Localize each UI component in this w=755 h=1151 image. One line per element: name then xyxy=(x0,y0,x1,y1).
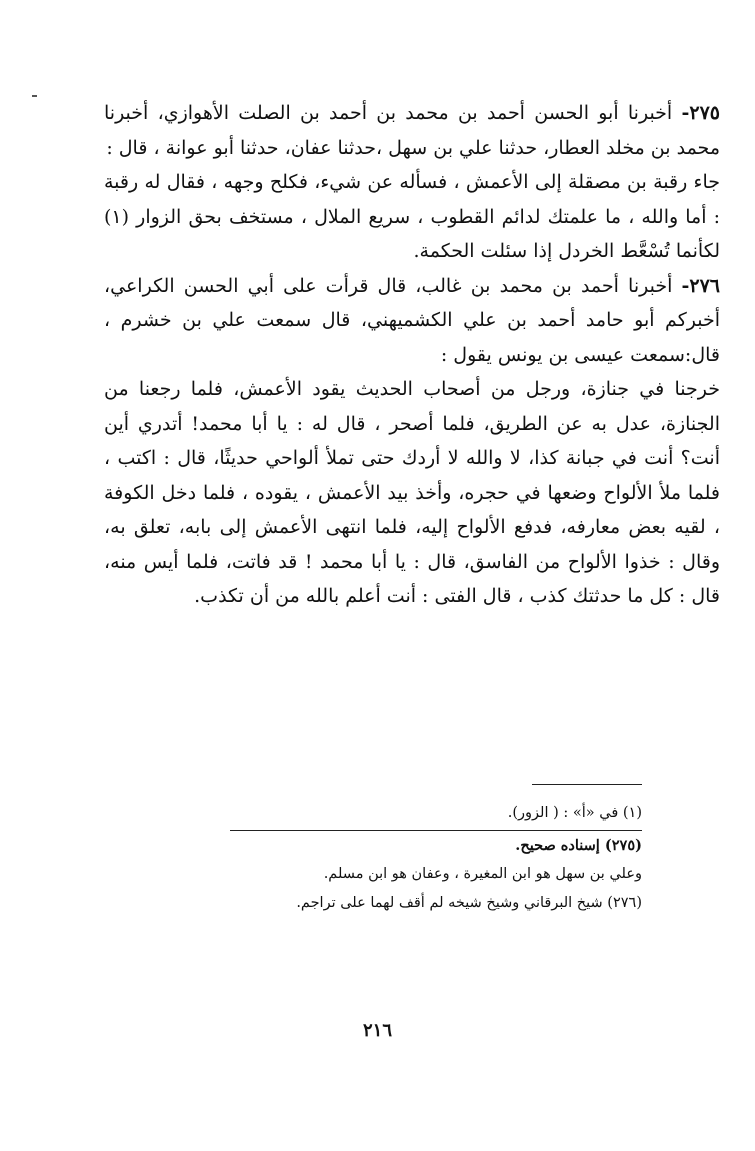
hadith-number: ٢٧٥- xyxy=(681,102,720,124)
hadith-276-matn: خرجنا في جنازة، ورجل من أصحاب الحديث يقود الأعمش، فلما رجعنا من الجنازة، عدل به عن الطريق، فلما أصحر ، قال له : يا أبا محمد! أتدري أين أنت؟ أنت في جبانة كذا، لا والله لا أردك حتى تملأ ألواحي حديثًا، قال : اكتب ، فلما ملأ الألواح وضعها في حجره، وأخذ بيد الأعمش ، يقوده ، فلما دخل الكوفة ، لقيه بعض معارفه، فدفع الألواح إليه، فلما انتهى الأعمش إلى بابه، تعلق به، وقال : خذوا الألواح من الفاسق، قال : يا أبا محمد ! قد فاتت، فلما أيس منه، قال : كل ما حدثتك كذب ، قال الفتى : أنت أعلم بالله من أن تكذب. xyxy=(104,378,720,607)
footnote-separator xyxy=(532,784,642,785)
hadith-275-matn: جاء رقبة بن مصقلة إلى الأعمش ، فسأله عن شيء، فكلح وجهه ، فقال له رقبة : أما والله ، ما علمتك لدائم القطوب ، سريع الملال ، مستخف بحق الزوار (١) لكأنما تُسْعَّط الخردل إذا سئلت الحكمة. xyxy=(104,171,720,262)
main-text xyxy=(104,96,720,614)
footnotes xyxy=(230,784,642,918)
isnad-text: أخبرنا أبو الحسن أحمد بن محمد بن أحمد بن الصلت الأهوازي، أخبرنا محمد بن مخلد العطار، حدثنا علي بن سهل ،حدثنا عفان، حدثنا أبو عوانة ، قال : xyxy=(104,102,720,159)
footnote-1: (١) في «أ» : ( الزور). xyxy=(507,805,642,821)
hadith-276-isnad xyxy=(104,269,720,373)
page-number: ٢١٦ xyxy=(362,1020,392,1041)
margin-mark xyxy=(32,95,37,97)
isnad-text: أخبرنا أحمد بن محمد بن غالب، قال قرأت على أبي الحسن الكراعي، أخبركم أبو حامد أحمد بن علي الكشميهني، قال سمعت علي بن خشرم ، قال:سمعت عيسى بن يونس يقول : xyxy=(104,274,720,366)
hadith-275-isnad xyxy=(104,96,720,165)
takhrij-275-detail: وعلي بن سهل هو ابن المغيرة ، وعفان هو ابن مسلم. xyxy=(323,866,642,882)
hadith-number: ٢٧٦- xyxy=(681,274,720,297)
takhrij-276: (٢٧٦) شيخ البرقاني وشيخ شيخه لم أقف لهما على تراجم. xyxy=(296,895,642,911)
takhrij-275: (٢٧٥) إسناده صحيح. xyxy=(515,837,642,854)
